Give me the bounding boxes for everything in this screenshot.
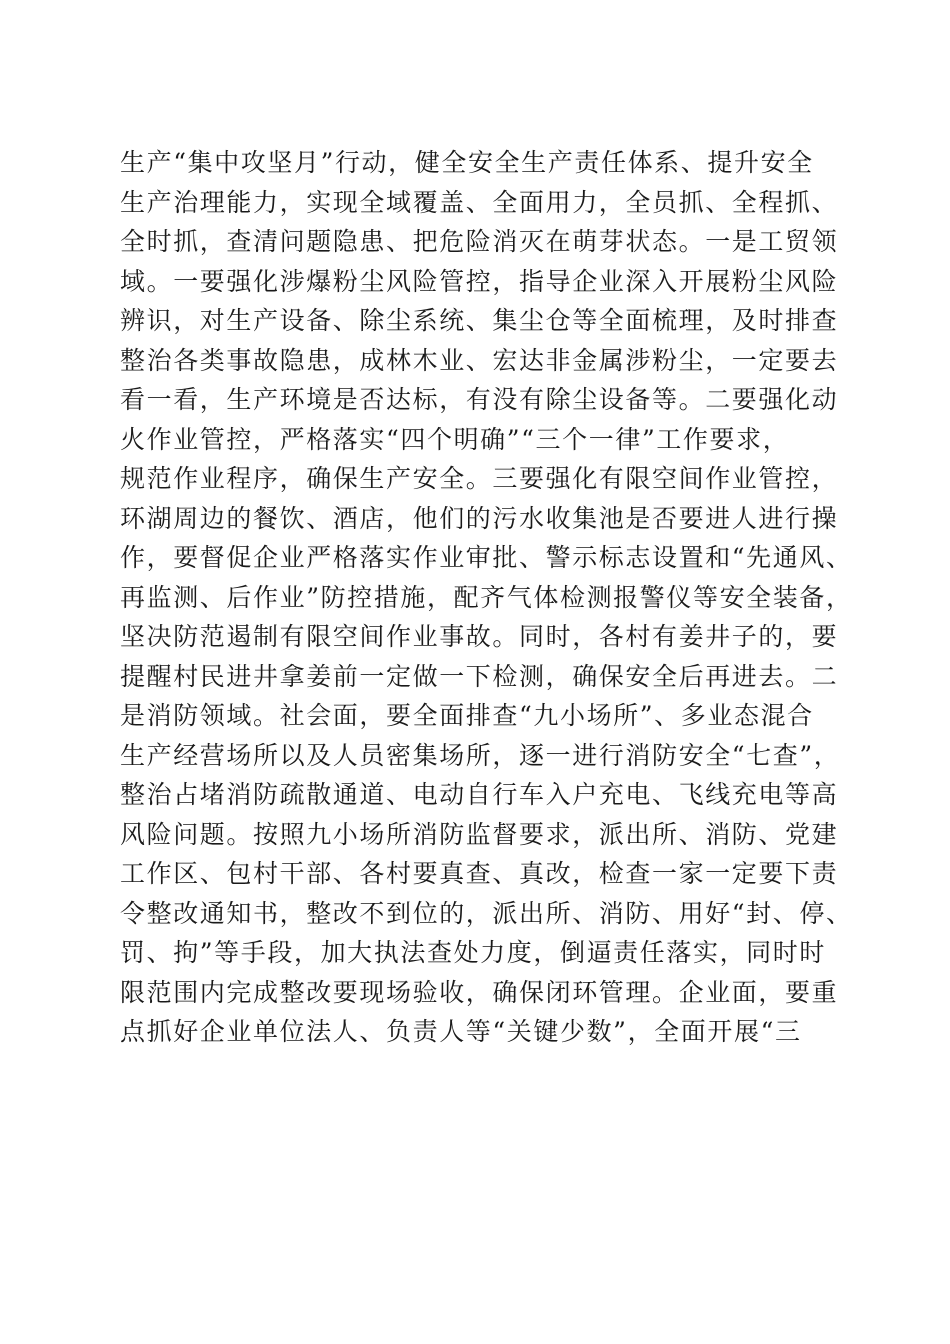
text-line: 作，要督促企业严格落实作业审批、警示标志设置和“先通风、 — [120, 543, 853, 572]
text-line: 是消防领域。社会面，要全面排查“九小场所”、多业态混合 — [120, 701, 814, 730]
text-line: 整治占堵消防疏散通道、电动自行车入户充电、飞线充电等高 — [120, 780, 839, 809]
text-line: 限范围内完成整改要现场验收，确保闭环管理。企业面，要重 — [120, 977, 839, 1007]
text-line: 生产经营场所以及人员密集场所，逐一进行消防安全“七查”， — [120, 740, 841, 770]
text-line: 整治各类事故隐患，成林木业、宏达非金属涉粉尘，一定要去 — [120, 345, 839, 375]
text-line: 点抓好企业单位法人、负责人等“关键少数”，全面开展“三 — [120, 1017, 802, 1046]
text-line: 令整改通知书，整改不到位的，派出所、消防、用好“封、停、 — [120, 898, 853, 928]
text-line: 全时抓，查清问题隐患、把危险消灭在萌芽状态。一是工贸领 — [120, 227, 839, 256]
text-line: 生产治理能力，实现全域覆盖、全面用力，全员抓、全程抓、 — [120, 187, 839, 217]
text-line: 看一看，生产环境是否达标，有没有除尘设备等。二要强化动 — [120, 385, 839, 414]
text-line: 规范作业程序，确保生产安全。三要强化有限空间作业管控， — [120, 464, 839, 493]
text-line: 工作区、包村干部、各村要真查、真改，检查一家一定要下责 — [120, 859, 839, 888]
text-line: 域。一要强化涉爆粉尘风险管控，指导企业深入开展粉尘风险 — [120, 266, 839, 296]
body-paragraph — [120, 143, 853, 1052]
text-line: 生产“集中攻坚月”行动，健全安全生产责任体系、提升安全 — [120, 148, 814, 177]
text-line: 辨识，对生产设备、除尘系统、集尘仓等全面梳理，及时排查 — [120, 306, 839, 335]
text-line: 再监测、后作业”防控措施，配齐气体检测报警仪等安全装备， — [120, 582, 853, 612]
text-line: 罚、拘”等手段，加大执法查处力度，倒逼责任落实，同时时 — [120, 938, 826, 967]
text-line: 火作业管控，严格落实“四个明确”“三个一律”工作要求， — [120, 424, 790, 454]
text-line: 风险问题。按照九小场所消防监督要求，派出所、消防、党建 — [120, 819, 839, 849]
text-line: 提醒村民进井拿姜前一定做一下检测，确保安全后再进去。二 — [120, 661, 839, 691]
text-line: 坚决防范遏制有限空间作业事故。同时，各村有姜井子的，要 — [120, 622, 839, 651]
text-line: 环湖周边的餐饮、酒店，他们的污水收集池是否要进人进行操 — [120, 503, 839, 533]
